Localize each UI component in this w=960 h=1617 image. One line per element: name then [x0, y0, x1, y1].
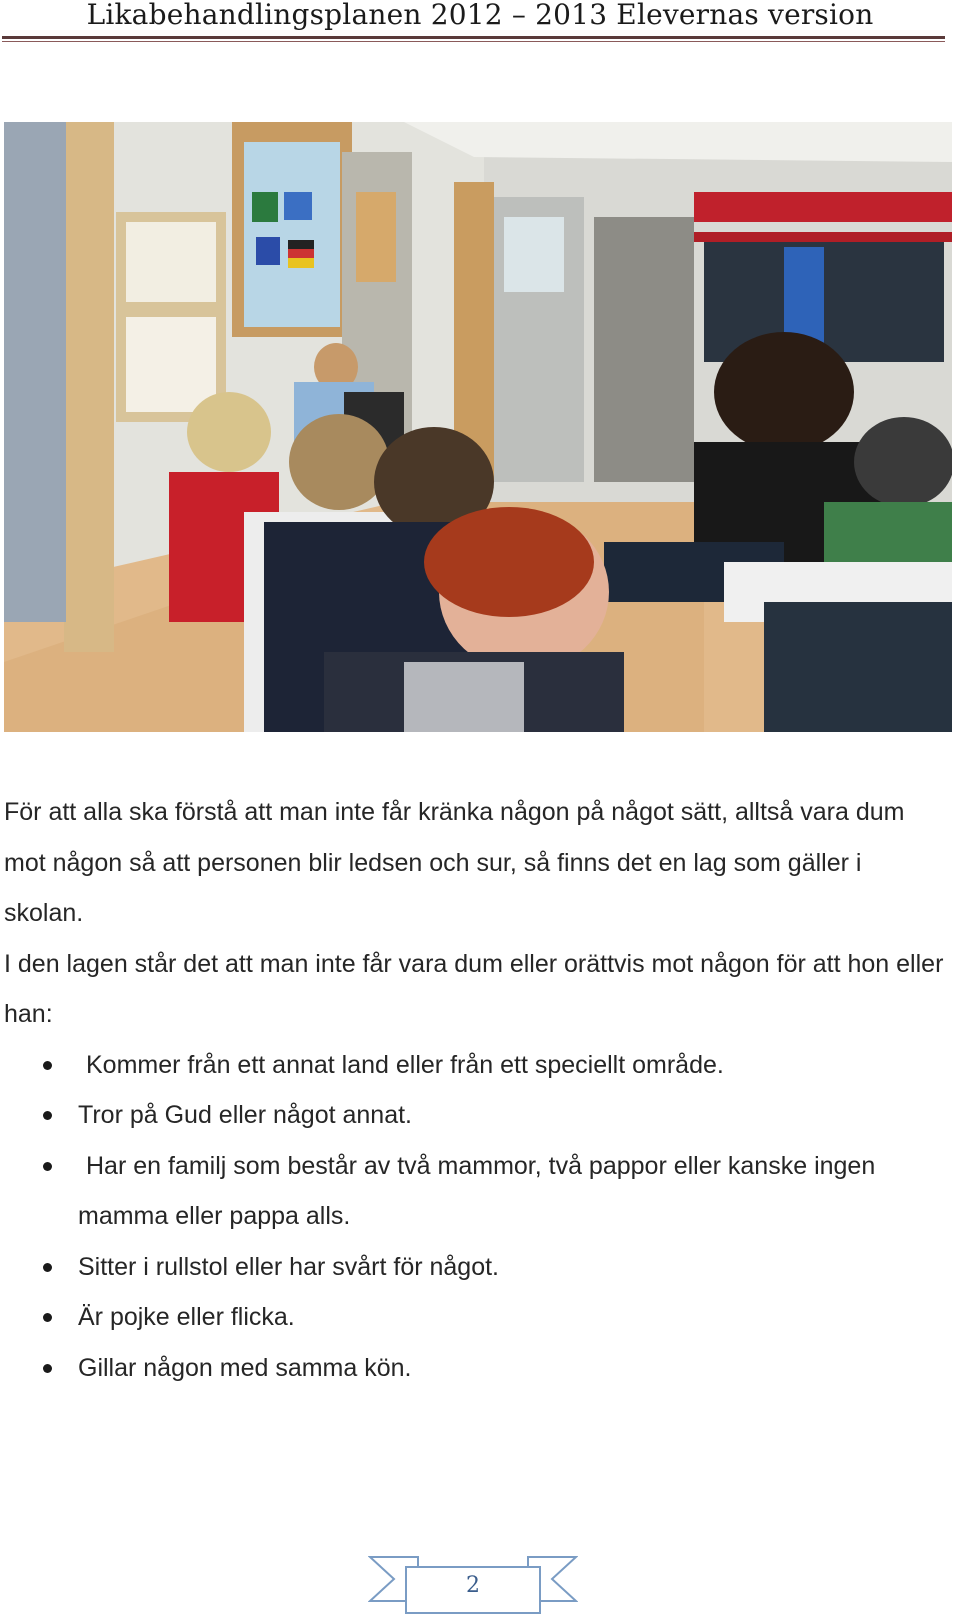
bullet-list: [4, 1040, 944, 1394]
classroom-photo: [4, 122, 952, 732]
page-header-title: Likabehandlingsplanen 2012 – 2013 Elevernas version: [86, 0, 874, 31]
list-item: Gillar någon med samma kön.: [4, 1343, 944, 1394]
photo-illustration: [4, 122, 952, 732]
bullet-icon: [43, 1111, 52, 1120]
bullet-icon: [43, 1162, 52, 1171]
page-number: 2: [466, 1573, 480, 1598]
bullet-icon: [43, 1313, 52, 1322]
body-text: [4, 787, 944, 1393]
law-paragraph: I den lagen står det att man inte får vara dum eller orättvis mot någon för att hon eller han:: [4, 949, 944, 1028]
list-item: Tror på Gud eller något annat.: [4, 1090, 944, 1141]
bullet-icon: [43, 1364, 52, 1373]
bullet-icon: [43, 1061, 52, 1070]
list-item: Kommer från ett annat land eller från ett speciellt område.: [4, 1040, 944, 1091]
intro-paragraph: För att alla ska förstå att man inte får kränka någon på något sätt, alltså vara dum mot någon så att personen blir ledsen och sur, så finns det en lag som gäller i skolan.: [4, 798, 905, 927]
list-item: Är pojke eller flicka.: [4, 1292, 944, 1343]
bullet-icon: [43, 1263, 52, 1272]
list-item: Har en familj som består av två mammor, två pappor eller kanske ingen mamma eller pappa alls.: [4, 1141, 944, 1242]
list-item: Sitter i rullstol eller har svårt för något.: [4, 1242, 944, 1293]
header-rule-thin: [2, 41, 945, 42]
header-rule: [2, 36, 945, 39]
